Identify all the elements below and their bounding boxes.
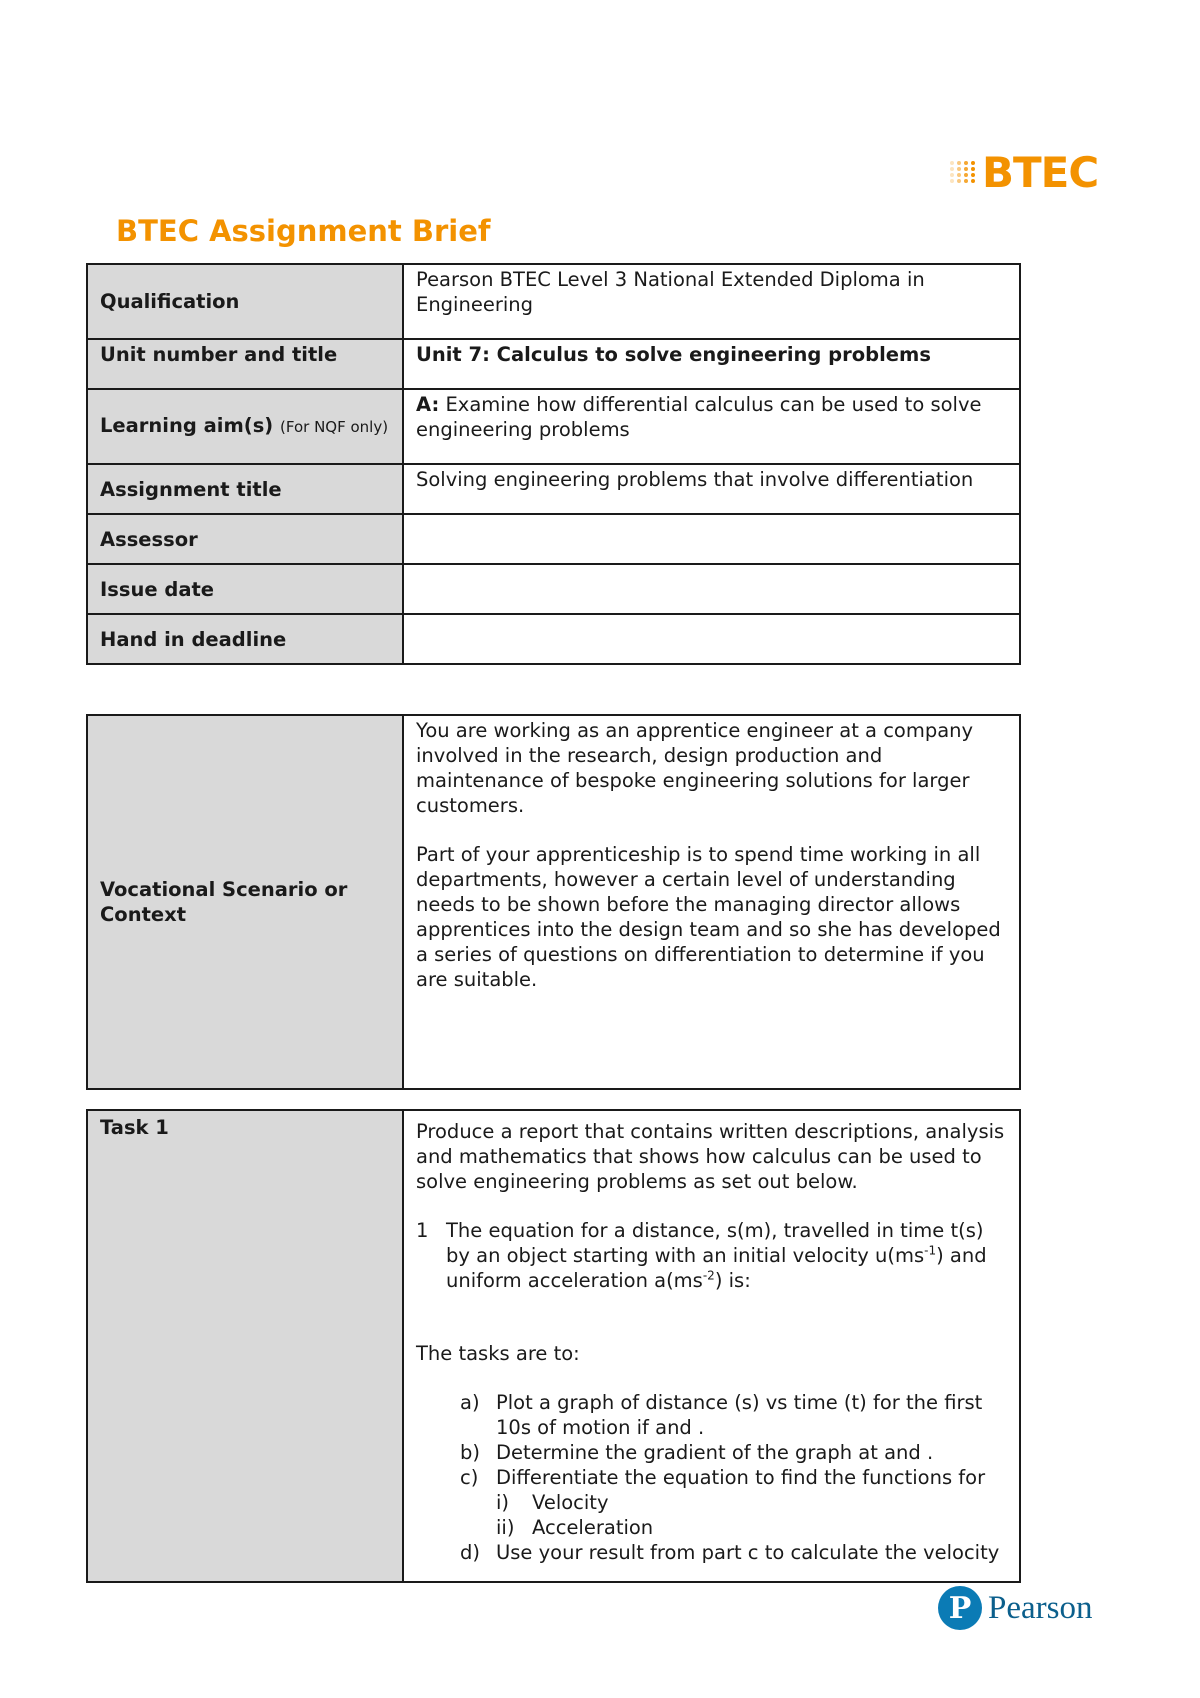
unit-label: Unit number and title	[87, 339, 403, 389]
qualification-label: Qualification	[87, 264, 403, 339]
scenario-text-cell	[403, 715, 1020, 1089]
aim-note: (For NQF only)	[280, 418, 389, 436]
tasks-intro: The tasks are to:	[416, 1342, 580, 1365]
pearson-logo-text: Pearson	[988, 1589, 1093, 1626]
page-title: BTEC Assignment Brief	[116, 214, 491, 248]
assignment-value: Solving engineering problems that involve differentiation	[403, 464, 1020, 514]
table-row	[87, 464, 1020, 514]
task-item-text: The equation for a distance, s(m), travelled in time t(s) by an object starting with an initial velocity $u(ms^{-1})$ and uniform acceleration $a(ms^{-2})$ is:	[446, 1219, 987, 1292]
issue-date-label: Issue date	[87, 564, 403, 614]
table-row	[87, 1110, 1020, 1582]
pearson-logo	[938, 1586, 1092, 1630]
task-table	[86, 1109, 1021, 1583]
btec-logo-dots-icon	[950, 161, 976, 183]
task-text-cell	[403, 1110, 1020, 1582]
task-item-number: 1	[416, 1219, 429, 1242]
aim-label: Learning aim(s)	[100, 414, 274, 437]
btec-logo-text: BTEC	[982, 147, 1099, 197]
pearson-logo-icon: P	[938, 1586, 982, 1630]
unit-value: Unit 7: Calculus to solve engineering problems	[403, 339, 1020, 389]
table-row	[87, 264, 1020, 339]
table-row	[87, 715, 1020, 1089]
aim-label-cell	[87, 389, 403, 464]
list-item: d) Use your result from part c to calculate the velocity	[460, 1541, 1000, 1564]
task-intro: Produce a report that contains written descriptions, analysis and mathematics that shows how calculus can be used to solve engineering problems as set out below.	[416, 1120, 1005, 1193]
scenario-label: Vocational Scenario or Context	[87, 715, 403, 1089]
assessor-value	[403, 514, 1020, 564]
table-row	[87, 564, 1020, 614]
task-item-1	[416, 1218, 1007, 1293]
list-item: c) Differentiate the equation to find the functions for	[460, 1466, 986, 1489]
details-table	[86, 263, 1021, 665]
scenario-table	[86, 714, 1021, 1090]
table-row	[87, 614, 1020, 664]
scenario-paragraph-1: You are working as an apprentice engineer at a company involved in the research, design production and maintenance of bespoke engineering solutions for larger customers.	[416, 719, 974, 817]
aim-prefix: A:	[416, 393, 440, 416]
deadline-value	[403, 614, 1020, 664]
assessor-label: Assessor	[87, 514, 403, 564]
table-row	[87, 514, 1020, 564]
scenario-paragraph-2: Part of your apprenticeship is to spend time working in all departments, however a certain level of understanding needs to be shown before the managing director allows apprentices into the design team and so she has developed a series of questions on differentiation to determine if you are suitable.	[416, 843, 1001, 991]
issue-date-value	[403, 564, 1020, 614]
table-row	[87, 389, 1020, 464]
deadline-label: Hand in deadline	[87, 614, 403, 664]
list-item: i) Velocity	[496, 1491, 609, 1514]
task-label: Task 1	[87, 1110, 403, 1582]
list-item: ii) Acceleration	[496, 1516, 654, 1539]
assignment-label: Assignment title	[87, 464, 403, 514]
qualification-value: Pearson BTEC Level 3 National Extended Diploma in Engineering	[403, 264, 1020, 339]
aim-value: Examine how differential calculus can be used to solve engineering problems	[416, 393, 982, 441]
list-item: b) Determine the gradient of the graph at and .	[460, 1441, 934, 1464]
btec-logo	[950, 148, 1098, 196]
table-row	[87, 339, 1020, 389]
aim-value-cell	[403, 389, 1020, 464]
list-item: a) Plot a graph of distance (s) vs time (t) for the first 10s of motion if and .	[460, 1391, 983, 1439]
